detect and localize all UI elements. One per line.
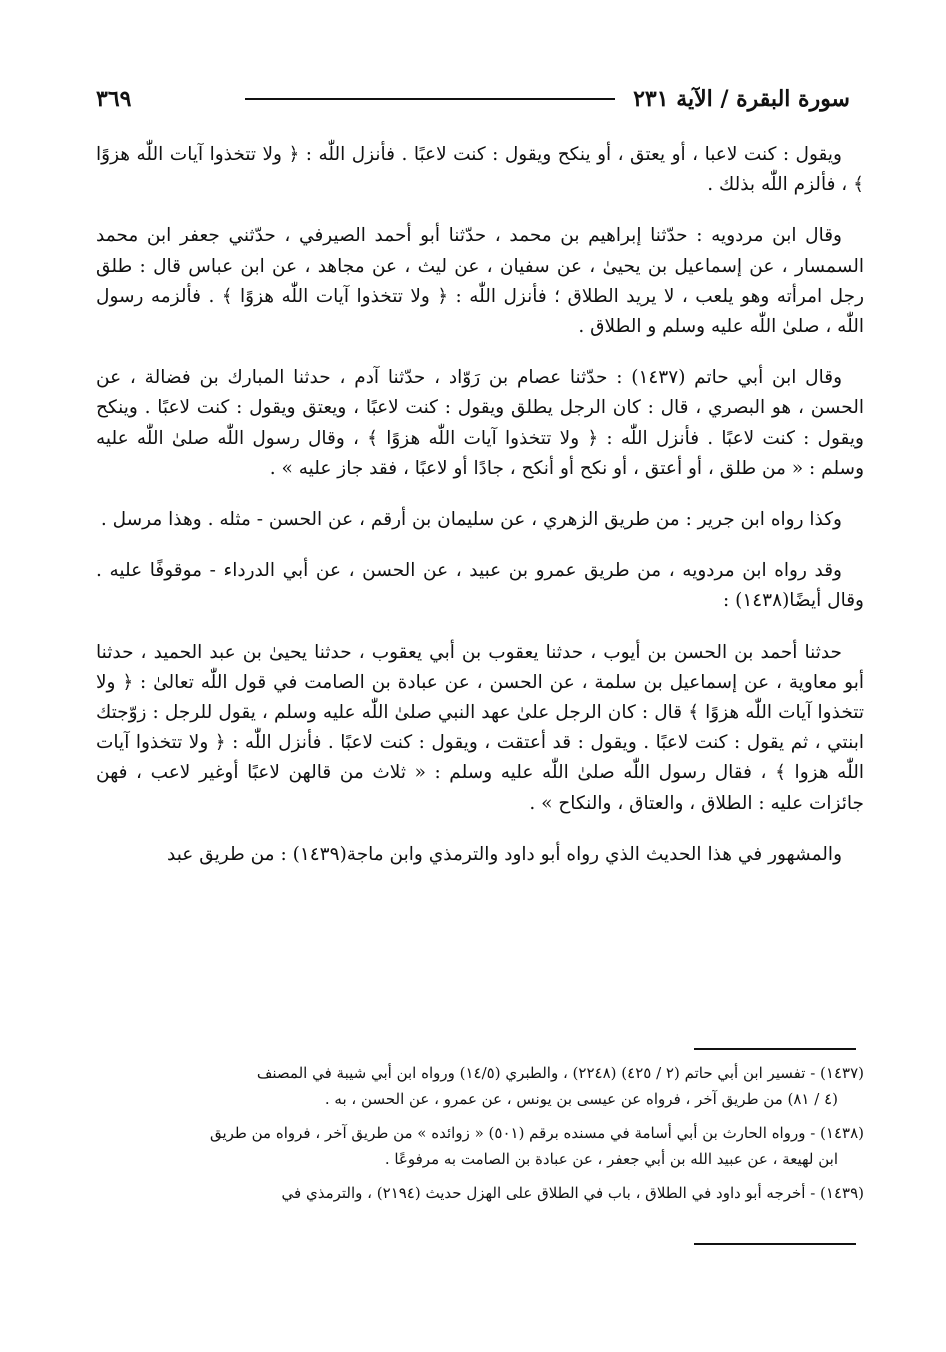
page-number: ٣٦٩ <box>96 86 132 112</box>
footnote-line: (١٤٣٨) - ورواه الحارث بن أبي أسامة في مسنده برقم (٥٠١) « زوائده » من طريق آخر ، فرواه من طريق <box>209 1124 864 1142</box>
footnote-line: (١٤٣٧) - تفسير ابن أبي حاتم (٢ / ٤٢٥) (٢٢٤٨) ، والطبري (١٤/٥) ورواه ابن أبي شيبة في المصنف <box>256 1064 864 1082</box>
footnote-line: (٤ / ٨١) من طريق آخر ، فرواه عن عيسى بن يونس ، عن عمرو ، عن الحسن ، به . <box>324 1090 838 1108</box>
paragraph: وقال ابن مردويه : حدّثنا إبراهيم بن محمد ، حدّثنا أبو أحمد الصيرفي ، حدّثني جعفر ابن محمد السمسار ، عن إسماعيل بن يحيىٰ ، عن سفيان ، عن ليث ، عن مجاهد ، عن ابن عباس قال : طلق رجل امرأته وهو يلعب ، لا يريد الطلاق ؛ فأنزل اللّٰه : ﴿ ولا تتخذوا آيات اللّٰه هزوًا ﴾ . فألزمه رسول اللّٰه ، صلىٰ اللّٰه عليه وسلم و الطلاق . <box>96 225 864 338</box>
bottom-rule <box>694 1243 856 1245</box>
footnote <box>96 1180 864 1206</box>
header-rule <box>245 98 615 100</box>
footnote-line: (١٤٣٩) - أخرجه أبو داود في الطلاق ، باب في الطلاق على الهزل حديث (٢١٩٤) ، والترمذي في <box>281 1184 864 1202</box>
footnotes <box>96 1060 864 1214</box>
footnote-line: ابن لهيعة ، عن عبيد الله بن أبي جعفر ، عن عبادة بن الصامت به مرفوعًا . <box>384 1150 838 1168</box>
page-header <box>96 82 850 116</box>
footnote <box>96 1120 864 1172</box>
paragraph: والمشهور في هذا الحديث الذي رواه أبو داود والترمذي وابن ماجة(١٤٣٩) : من طريق عبد <box>167 843 842 865</box>
surah-verse-heading: سورة البقرة / الآية ٢٣١ <box>633 86 850 112</box>
footnote <box>96 1060 864 1112</box>
paragraph: وقد رواه ابن مردويه ، من طريق عمرو بن عبيد ، عن الحسن ، عن أبي الدرداء - موقوفًا عليه . وقال أيضًا(١٤٣٨) : <box>96 560 864 612</box>
paragraph: وقال ابن أبي حاتم (١٤٣٧) : حدّثنا عصام بن رَوّاد ، حدّثنا آدم ، حدثنا المبارك بن فضالة ، عن الحسن ، هو البصري ، قال : كان الرجل يطلق ويقول : كنت لاعبًا ، ويعتق ويقول : كنت لاعبًا . وينكح ويقول : كنت لاعبًا . فأنزل اللّٰه : ﴿ ولا تتخذوا آيات اللّٰه هزوًا ﴾ ، وقال رسول اللّٰه صلىٰ اللّٰه عليه وسلم : « من طلق ، أو أعتق ، أو نكح أو أنكح ، جادًا أو لاعبًا ، فقد جاز عليه » . <box>96 367 864 479</box>
paragraph: وكذا رواه ابن جرير : من طريق الزهري ، عن سليمان بن أرقم ، عن الحسن - مثله . وهذا مرسل . <box>100 509 842 531</box>
paragraph: حدثنا أحمد بن الحسن بن أيوب ، حدثنا يعقوب بن أبي يعقوب ، حدثنا يحيىٰ بن عبد الحميد ، حدثنا أبو معاوية ، عن إسماعيل بن سلمة ، عن الحسن ، عن عبادة بن الصامت في قول اللّٰه تعالىٰ : ﴿ ولا تتخذوا آيات اللّٰه هزوًا ﴾ قال : كان الرجل علىٰ عهد النبي صلىٰ اللّٰه عليه وسلم ، يقول للرجل : زوّجتك ابنتي ، ثم يقول : كنت لاعبًا . ويقول : قد أعتقت ، ويقول : كنت لاعبًا . فأنزل اللّٰه : ﴿ ولا تتخذوا آيات اللّٰه هزوا ﴾ ، فقال رسول اللّٰه صلىٰ اللّٰه عليه وسلم : « ثلاث من قالهن لاعبًا أوغير لاعب ، فهن جائزات عليه : الطلاق ، والعتاق ، والنكاح » . <box>96 641 864 814</box>
footnote-separator <box>694 1048 856 1050</box>
main-text <box>96 140 864 891</box>
paragraph: ويقول : كنت لاعبا ، أو يعتق ، أو ينكح ويقول : كنت لاعبًا . فأنزل اللّٰه : ﴿ ولا تتخذوا آيات اللّٰه هزوًا ﴾ ، فألزم اللّٰه بذلك . <box>96 144 864 196</box>
